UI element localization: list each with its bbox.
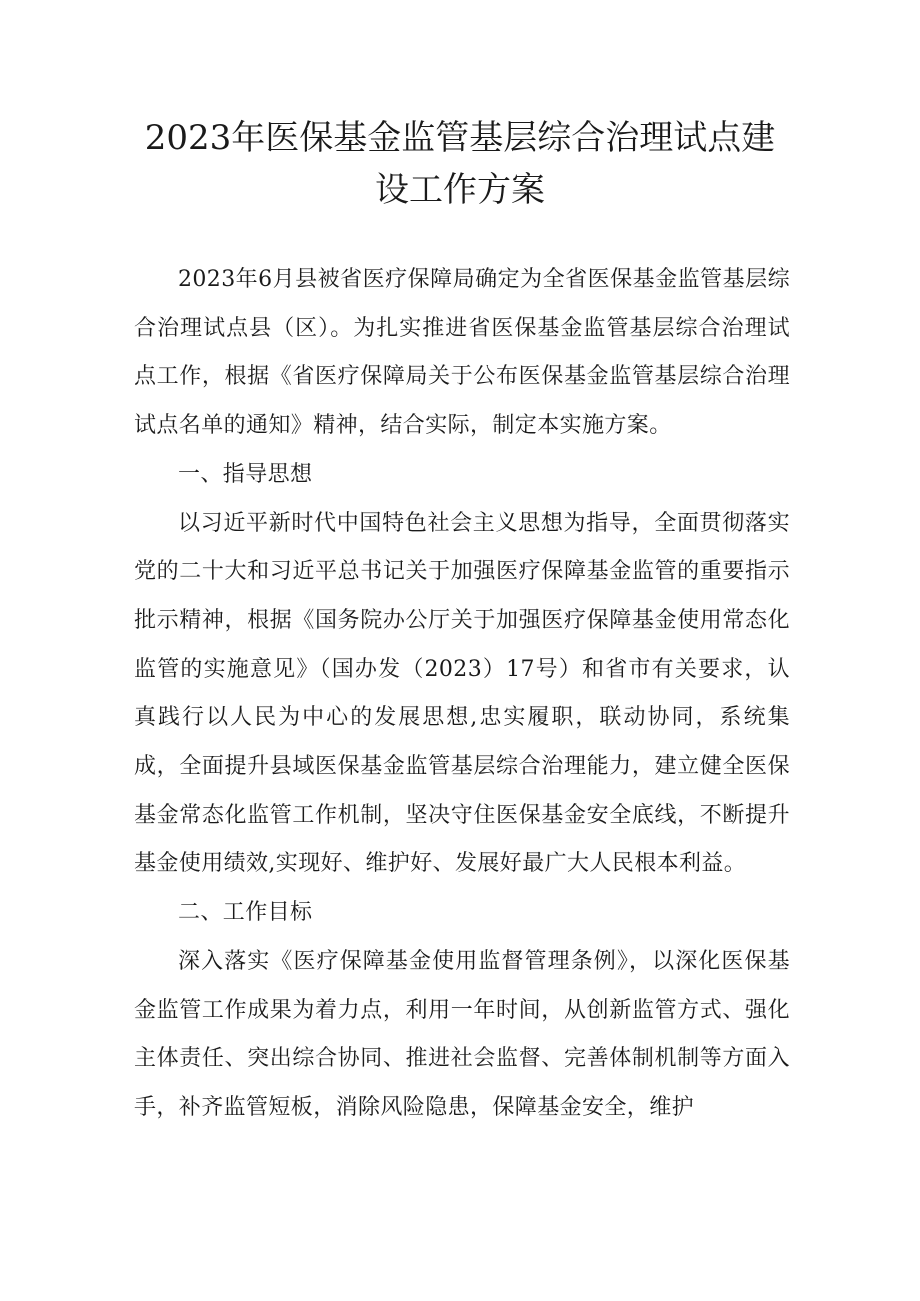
guiding-ideology-paragraph: 以习近平新时代中国特色社会主义思想为指导，全面贯彻落实党的二十大和习近平总书记关于加强医疗保障基金监管的重要指示批示精神，根据《国务院办公厅关于加强医疗保障基金使用常态化监管的实施意见》（国办发（2023）17号）和省市有关要求，认真践行以人民为中心的发展思想,忠实履职，联动协同，系统集成，全面提升县域医保基金监管基层综合治理能力，建立健全医保基金常态化监管工作机制，坚决守住医保基金安全底线，不断提升基金使用绩效,实现好、维护好、发展好最广大人民根本利益。 — [134, 510, 790, 877]
intro-paragraph: 2023年6月县被省医疗保障局确定为全省医保基金监管基层综合治理试点县（区）。为扎实推进省医保基金监管基层综合治理试点工作，根据《省医疗保障局关于公布医保基金监管基层综合治理试点名单的通知》精神，结合实际，制定本实施方案。 — [134, 267, 790, 439]
section-heading-work-goals: 二、工作目标 — [178, 900, 313, 926]
document-title: 2023年医保基金监管基层综合治理试点建设工作方案 — [144, 118, 776, 210]
work-goals-paragraph: 深入落实《医疗保障基金使用监督管理条例》，以深化医保基金监管工作成果为着力点，利用一年时间，从创新监管方式、强化主体责任、突出综合协同、推进社会监督、完善体制机制等方面入手，补齐监管短板，消除风险隐患，保障基金安全，维护 — [134, 948, 790, 1120]
section-heading-guiding-ideology: 一、指导思想 — [178, 461, 313, 487]
document-body — [134, 256, 790, 1133]
